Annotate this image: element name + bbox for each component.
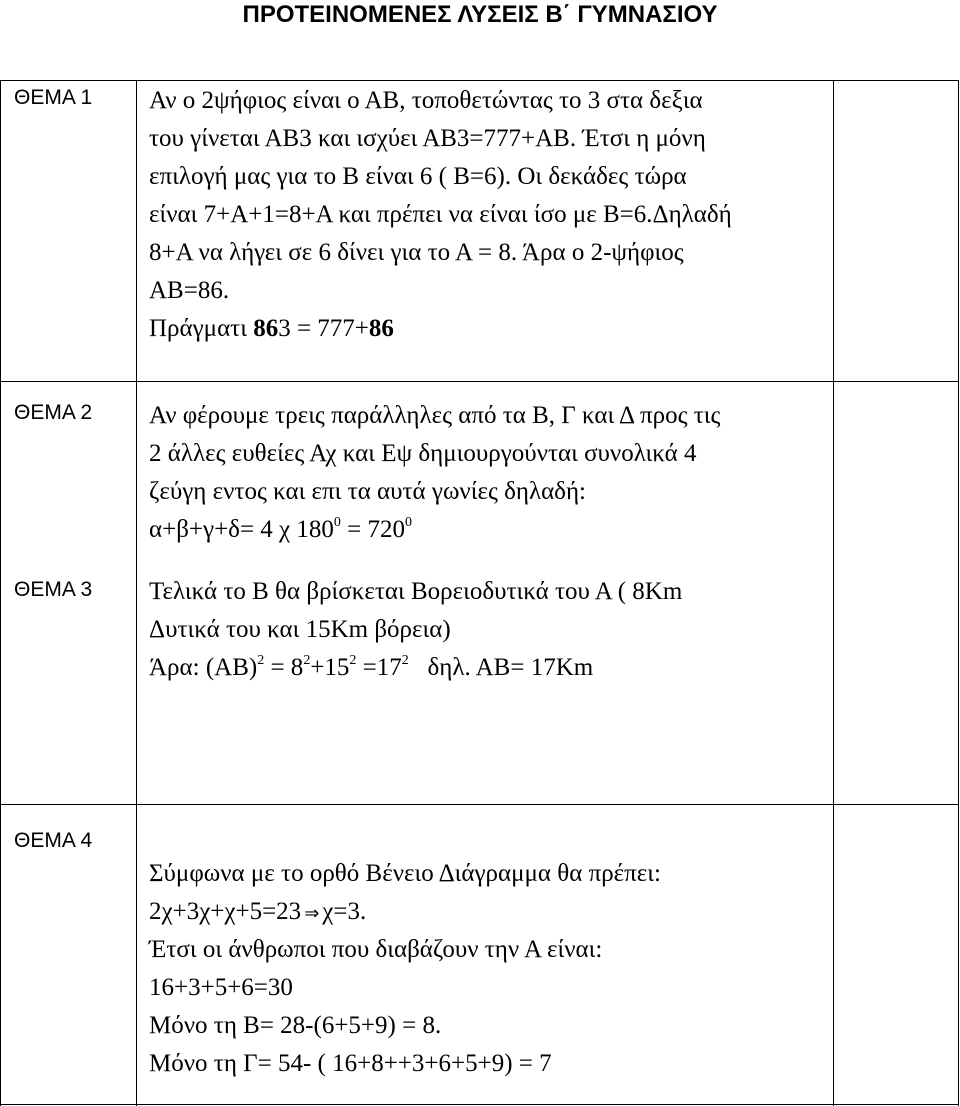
text-line: 16+3+5+6=30 xyxy=(149,974,293,1001)
table-border-bottom xyxy=(0,1104,959,1105)
table-border-left xyxy=(0,80,1,1106)
text-line xyxy=(149,893,661,931)
text-line: 8+Α να λήγει σε 6 δίνει για το Α = 8. Άρα ο 2-ψήφιος xyxy=(149,239,684,266)
superscript: 0 xyxy=(333,514,341,530)
superscript: 2 xyxy=(401,652,409,668)
superscript: 2 xyxy=(349,652,357,668)
text-span: α+β+γ+δ= 4 χ 180 xyxy=(149,516,334,543)
text-line xyxy=(149,511,720,549)
implies-arrow-icon: ⇒ xyxy=(304,903,320,924)
row-label-thema-1: ΘΕΜΑ 1 xyxy=(14,86,93,109)
text-span: χ=3. xyxy=(322,898,367,925)
text-line: Αν φέρουμε τρεις παράλληλες από τα Β, Γ και Δ προς τις xyxy=(149,402,721,429)
superscript: 0 xyxy=(405,514,412,530)
column-divider-right xyxy=(833,80,834,1106)
text-line: ζεύγη εντος και επι τα αυτά γωνίες δηλαδή: xyxy=(149,478,586,505)
superscript: 2 xyxy=(257,652,265,668)
text-line: Τελικά το Β θα βρίσκεται Βορειοδυτικά του Α ( 8Km xyxy=(149,578,683,605)
superscript: 2 xyxy=(303,652,311,668)
text-span: +15 xyxy=(310,654,350,681)
text-span: δηλ. ΑΒ= 17Km xyxy=(408,654,594,681)
table-border-right xyxy=(958,80,959,1106)
text-line: Σύμφωνα με το ορθό Βένειο Διάγραμμα θα πρέπει: xyxy=(149,860,661,887)
text-line: του γίνεται ΑΒ3 και ισχύει ΑΒ3=777+ΑΒ. Έτσι η μόνη xyxy=(149,125,706,152)
bold-digits: 86 xyxy=(368,315,394,342)
text-span: =17 xyxy=(356,654,402,681)
row-content-thema-4 xyxy=(149,855,661,1083)
text-line: ΑΒ=86. xyxy=(149,277,230,304)
text-line: Μόνο τη Γ= 54- ( 16+8++3+6+5+9) = 7 xyxy=(149,1050,552,1077)
text-line xyxy=(149,310,732,348)
row-content-thema-2 xyxy=(149,397,720,549)
text-span: Πράγματι xyxy=(149,315,254,342)
text-line: Μόνο τη Β= 28-(6+5+9) = 8. xyxy=(149,1012,442,1039)
text-line: επιλογή μας για το Β είναι 6 ( Β=6). Οι δεκάδες τώρα xyxy=(149,163,687,190)
text-line xyxy=(149,649,682,687)
row-label-thema-4: ΘΕΜΑ 4 xyxy=(14,829,93,852)
document-title: ΠΡΟΤΕΙΝΟΜΕΝΕΣ ΛΥΣΕΙΣ Β΄ ΓΥΜΝΑΣΙΟΥ xyxy=(242,1,718,28)
text-span: = 720 xyxy=(340,516,405,543)
text-span: Άρα: (ΑΒ) xyxy=(149,654,258,681)
text-span: = 8 xyxy=(264,654,304,681)
bold-digits: 86 xyxy=(253,315,279,342)
text-span: 2χ+3χ+χ+5=23 xyxy=(149,898,302,925)
text-line: είναι 7+Α+1=8+Α και πρέπει να είναι ίσο με Β=6.Δηλαδή xyxy=(149,201,732,228)
text-line: Δυτικά του και 15Km βόρεια) xyxy=(149,616,451,643)
text-line: 2 άλλες ευθείες Αχ και Εψ δημιουργούνται συνολικά 4 xyxy=(149,440,697,467)
text-line: Αν ο 2ψήφιος είναι ο ΑΒ, τοποθετώντας το 3 στα δεξια xyxy=(149,87,703,114)
column-divider xyxy=(136,80,137,1106)
table-border-top xyxy=(0,80,959,81)
row-divider xyxy=(0,804,959,805)
row-label-thema-2: ΘΕΜΑ 2 xyxy=(14,401,93,424)
row-content-thema-1 xyxy=(149,82,732,348)
text-span: 3 = 777+ xyxy=(278,315,369,342)
text-line: Έτσι οι άνθρωποι που διαβάζουν την Α είναι: xyxy=(149,936,603,963)
row-divider xyxy=(0,381,959,382)
row-label-thema-3: ΘΕΜΑ 3 xyxy=(14,578,93,601)
row-content-thema-3 xyxy=(149,573,682,687)
